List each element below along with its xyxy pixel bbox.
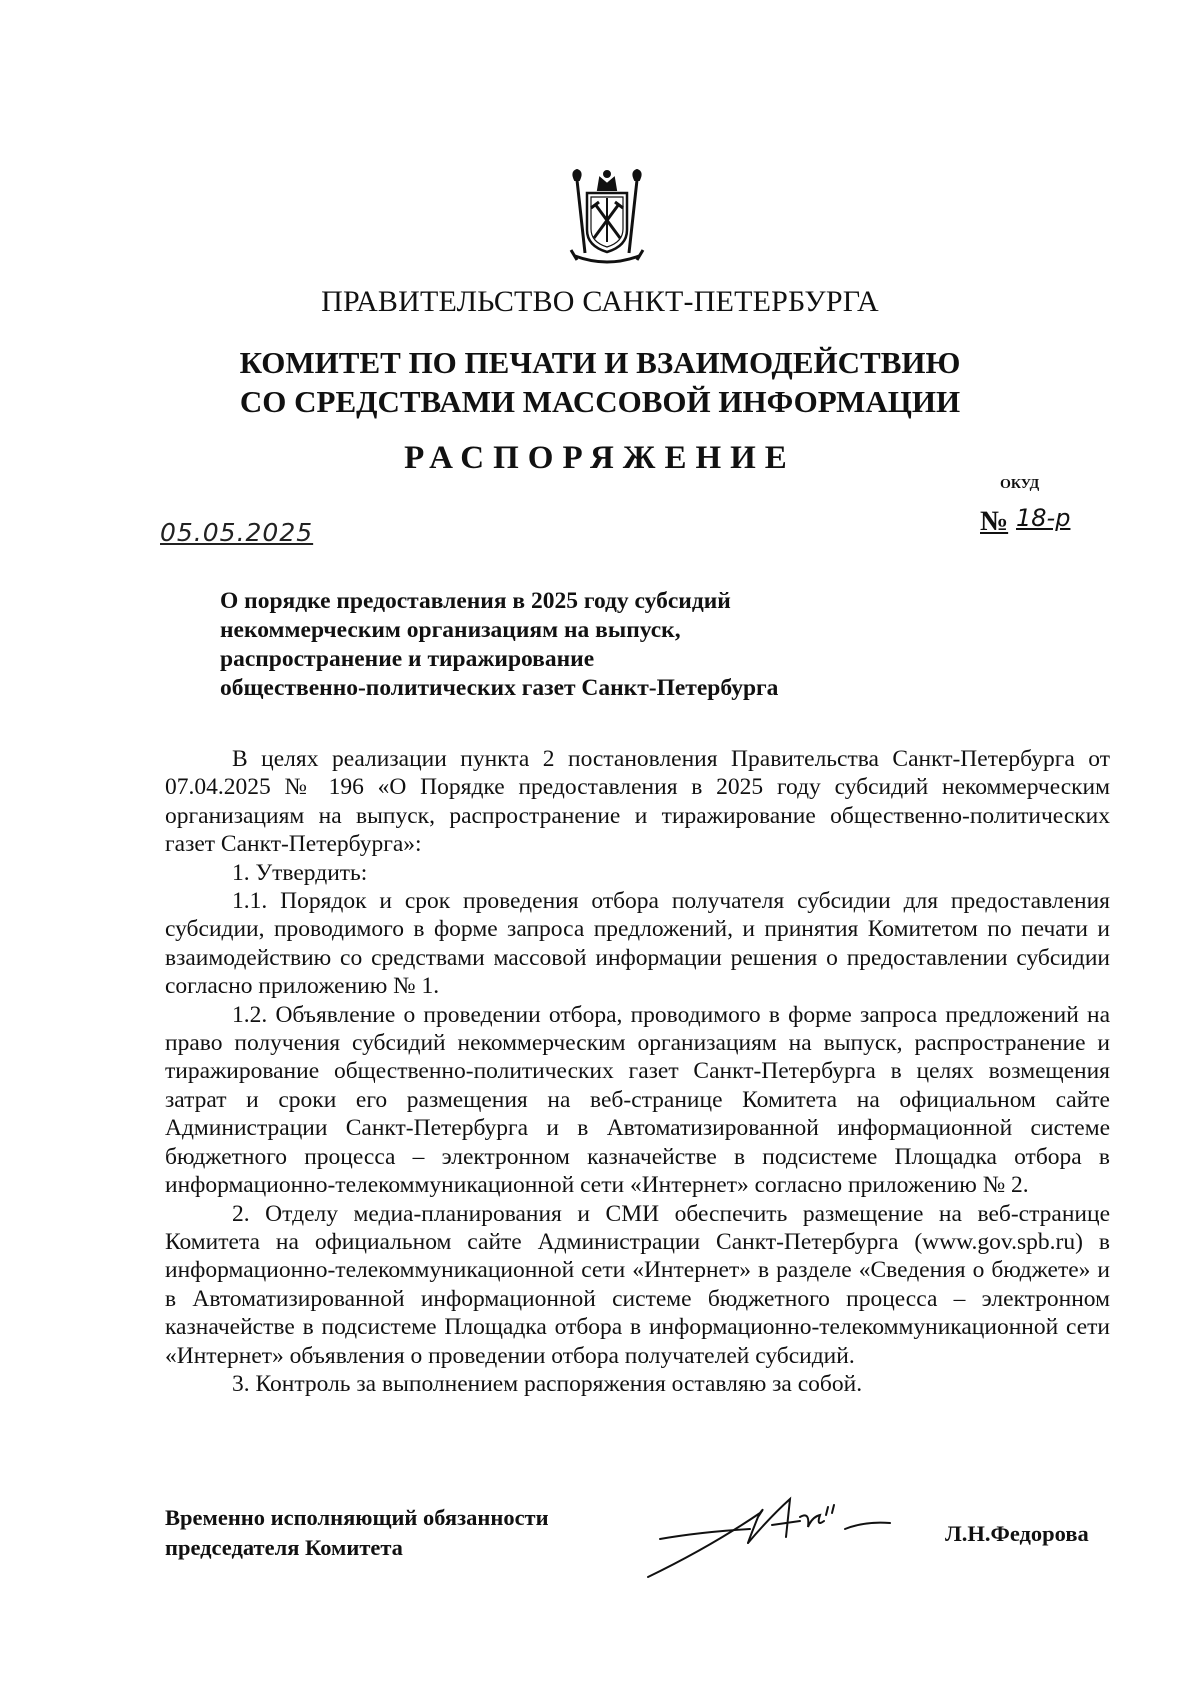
document-number-label: № — [980, 506, 1009, 537]
okud-label: ОКУД — [1000, 477, 1040, 492]
document-subject — [220, 587, 860, 703]
document-number-value: 18-р — [1016, 504, 1071, 532]
signatory-position-line-1: Временно исполняющий обязанности — [165, 1505, 549, 1530]
body-paragraph-2: 2. Отделу медиа-планирования и СМИ обеспечить размещение на веб-странице Комитета на официальном сайте Администрации Санкт-Петербурга (www.gov.spb.ru) в информационно-телекоммуникационной сети «Интернет» в разделе «Сведения о бюджете» и в Автоматизированной информационной системе бюджетного процесса – электронном казначействе в подсистеме Площадка отбора в информационно-телекоммуникационной сети «Интернет» объявления о проведении отбора получателей субсидий. — [165, 1200, 1110, 1369]
document-date: 05.05.2025 — [160, 518, 314, 547]
subject-line: распространение и тиражирование — [220, 646, 595, 672]
coat-of-arms-emblem-icon — [565, 168, 650, 268]
body-paragraph-1: 1. Утвердить: — [232, 859, 368, 886]
body-paragraph-3: 3. Контроль за выполнением распоряжения оставляю за собой. — [232, 1370, 863, 1397]
body-paragraph-1-2: 1.2. Объявление о проведении отбора, проводимого в форме запроса предложений на право получения субсидий некоммерческим организациям на выпуск, распространение и тиражирование общественно-политических газет Санкт-Петербурга в целях возмещения затрат и сроки его размещения на веб-странице Комитета на официальном сайте Администрации Санкт-Петербурга и в Автоматизированной информационной системе бюджетного процесса – электронном казначействе в подсистеме Площадка отбора в информационно-телекоммуникационной сети «Интернет» согласно приложению № 2. — [165, 1001, 1110, 1199]
subject-line: некоммерческим организациям на выпуск, — [220, 617, 681, 643]
signatory-name: Л.Н.Федорова — [945, 1521, 1089, 1546]
committee-title-line-2: СО СРЕДСТВАМИ МАССОВОЙ ИНФОРМАЦИИ — [239, 384, 961, 419]
committee-title-line-1: КОМИТЕТ ПО ПЕЧАТИ И ВЗАИМОДЕЙСТВИЮ — [239, 345, 961, 380]
handwritten-signature-icon — [640, 1477, 930, 1587]
body-paragraph-preamble: В целях реализации пункта 2 постановления Правительства Санкт-Петербурга от 07.04.2025 № 196 «О Порядке предоставления в 2025 году субсидий некоммерческим организациям на выпуск, распространение и тиражирование общественно-политических газет Санкт-Петербурга»: — [165, 746, 1110, 858]
subject-line: общественно-политических газет Санкт-Петербурга — [220, 675, 779, 701]
body-paragraph-1-1: 1.1. Порядок и срок проведения отбора получателя субсидии для предоставления субсидии, проводимого в форме запроса предложений, и принятия Комитетом по печати и взаимодействию со средствами массовой информации решения о предоставлении субсидии согласно приложению № 1. — [165, 888, 1110, 1000]
committee-title — [0, 343, 1200, 421]
subject-line: О порядке предоставления в 2025 году субсидий — [220, 588, 731, 614]
document-body — [165, 745, 1110, 1398]
signatory-position-line-2: председателя Комитета — [165, 1535, 403, 1560]
government-title: ПРАВИТЕЛЬСТВО САНКТ-ПЕТЕРБУРГА — [321, 285, 879, 318]
signatory-position — [165, 1503, 549, 1563]
document-type-heading: РАСПОРЯЖЕНИЕ — [404, 440, 796, 476]
